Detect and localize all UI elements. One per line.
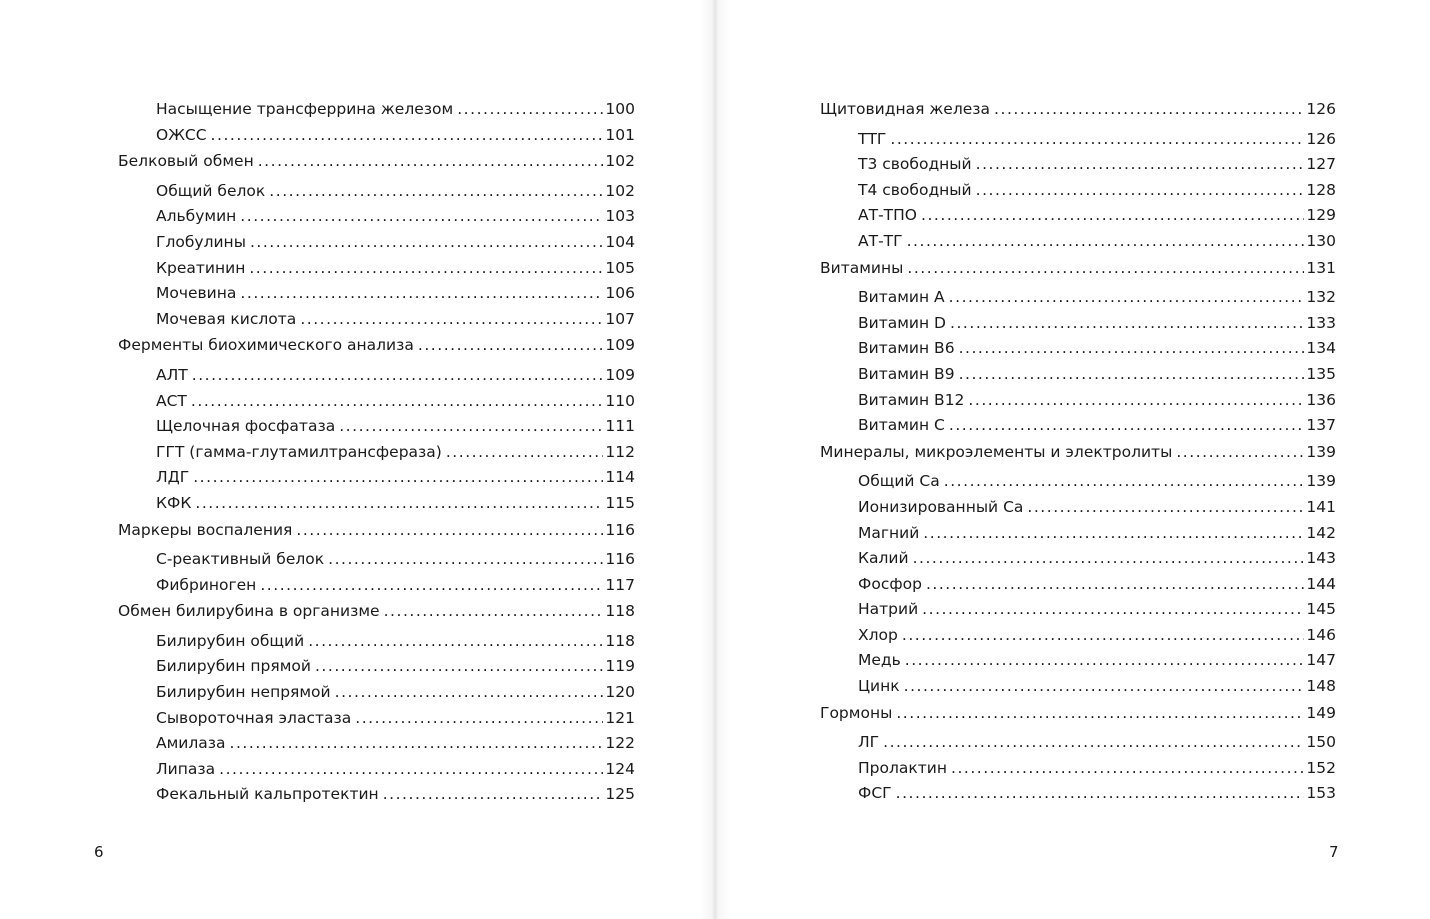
toc-section-entry: [820, 97, 1336, 123]
toc-entry-label: Пролактин: [858, 758, 947, 777]
toc-entry-page: 145: [1306, 600, 1336, 619]
toc-entry-label: Магний: [858, 523, 920, 542]
dot-leader: [904, 674, 1305, 700]
toc-entry-label: КФК: [156, 493, 192, 512]
toc-entry-label: Минералы, микроэлементы и электролиты: [820, 442, 1173, 461]
toc-entry-label: Общий Са: [858, 472, 940, 491]
toc-entry-label: Т4 свободный: [858, 180, 972, 199]
toc-entry-page: 102: [605, 181, 635, 200]
toc-entry-label: Белковый обмен: [118, 152, 254, 171]
toc-entry-page: 101: [605, 125, 635, 144]
toc-subentry: [820, 623, 1336, 649]
toc-entry-label: Липаза: [156, 759, 216, 778]
dot-leader: [976, 178, 1305, 204]
toc-entry-page: 114: [605, 468, 635, 487]
toc-subentry: [118, 389, 635, 415]
toc-subentry: [820, 469, 1336, 495]
toc-entry-label: Медь: [858, 651, 901, 670]
toc-entry-label: Щитовидная железа: [820, 100, 991, 118]
toc-entry-label: Хлор: [858, 625, 898, 644]
toc-subentry: [118, 629, 635, 655]
dot-leader: [269, 179, 603, 205]
toc-entry-page: 146: [1306, 625, 1336, 644]
dot-leader: [913, 546, 1305, 572]
toc-subentry: [118, 680, 635, 706]
dot-leader: [328, 547, 603, 573]
dot-leader: [922, 597, 1304, 623]
toc-entry-page: 116: [605, 550, 635, 569]
toc-entry-label: ГГТ (гамма-глутамилтрансфераза): [156, 442, 442, 461]
dot-leader: [959, 362, 1305, 388]
dot-leader: [883, 730, 1304, 756]
toc-subentry: [118, 731, 635, 757]
toc-entry-page: 120: [605, 683, 635, 702]
dot-leader: [446, 440, 604, 466]
toc-list-right: [820, 97, 1336, 807]
toc-entry-page: 110: [605, 391, 635, 410]
dot-leader: [1176, 440, 1304, 466]
toc-subentry: [820, 572, 1336, 598]
toc-entry-page: 118: [605, 631, 635, 650]
toc-subentry: [820, 127, 1336, 153]
toc-subentry: [118, 706, 635, 732]
dot-leader: [335, 680, 604, 706]
dot-leader: [1027, 495, 1304, 521]
toc-subentry: [820, 336, 1336, 362]
toc-subentry: [820, 756, 1336, 782]
toc-entry-label: Витамин С: [858, 416, 945, 435]
dot-leader: [926, 572, 1304, 598]
toc-entry-label: Креатинин: [156, 258, 246, 277]
toc-subentry: [820, 730, 1336, 756]
toc-entry-label: ОЖСС: [156, 125, 207, 144]
right-page: [714, 0, 1430, 919]
toc-entry-label: ЛДГ: [156, 468, 190, 487]
toc-subentry: [820, 152, 1336, 178]
dot-leader: [230, 731, 604, 757]
dot-leader: [296, 518, 603, 544]
dot-leader: [193, 465, 603, 491]
dot-leader: [959, 336, 1305, 362]
toc-entry-label: Мочевая кислота: [156, 309, 297, 328]
toc-entry-label: Альбумин: [156, 207, 237, 226]
dot-leader: [315, 654, 603, 680]
toc-entry-page: 126: [1306, 100, 1336, 118]
toc-entry-label: Витамины: [820, 258, 904, 277]
toc-entry-page: 149: [1306, 703, 1336, 722]
dot-leader: [211, 123, 604, 149]
dot-leader: [902, 623, 1305, 649]
toc-entry-label: Витамин В9: [858, 364, 955, 383]
toc-entry-label: Щелочная фосфатаза: [156, 417, 336, 436]
toc-entry-page: 133: [1306, 313, 1336, 332]
toc-entry-label: АСТ: [156, 391, 187, 410]
dot-leader: [300, 307, 603, 333]
toc-entry-label: АЛТ: [156, 365, 188, 384]
dot-leader: [191, 389, 604, 415]
toc-subentry: [820, 648, 1336, 674]
toc-entry-label: Гормоны: [820, 703, 893, 722]
toc-subentry: [820, 311, 1336, 337]
toc-section-entry: [820, 701, 1336, 727]
toc-subentry: [118, 204, 635, 230]
toc-entry-label: Насыщение трансферрина железом: [156, 100, 454, 118]
toc-entry-page: 116: [605, 520, 635, 539]
toc-entry-label: Калий: [858, 549, 909, 568]
toc-entry-label: Билирубин непрямой: [156, 683, 331, 702]
toc-entry-page: 130: [1306, 231, 1336, 250]
toc-entry-label: Обмен билирубина в организме: [118, 602, 380, 621]
toc-entry-page: 153: [1306, 784, 1336, 803]
toc-subentry: [820, 229, 1336, 255]
dot-leader: [896, 701, 1304, 727]
toc-entry-label: АТ-ТПО: [858, 206, 917, 225]
dot-leader: [240, 204, 603, 230]
toc-subentry: [118, 281, 635, 307]
toc-subentry: [118, 440, 635, 466]
toc-subentry: [118, 547, 635, 573]
toc-entry-label: Витамин В12: [858, 390, 965, 409]
dot-leader: [949, 285, 1305, 311]
toc-section-entry: [118, 333, 635, 359]
dot-leader: [250, 230, 603, 256]
toc-entry-page: 100: [605, 100, 635, 118]
toc-entry-page: 115: [605, 493, 635, 512]
toc-subentry: [118, 97, 635, 123]
dot-leader: [195, 491, 603, 517]
toc-subentry: [820, 521, 1336, 547]
toc-entry-page: 118: [605, 602, 635, 621]
toc-entry-page: 122: [605, 734, 635, 753]
toc-subentry: [820, 388, 1336, 414]
toc-subentry: [118, 654, 635, 680]
toc-list-left: [118, 97, 635, 808]
dot-leader: [923, 521, 1304, 547]
dot-leader: [950, 311, 1304, 337]
toc-entry-page: 148: [1306, 677, 1336, 696]
dot-leader: [907, 229, 1305, 255]
toc-entry-label: Натрий: [858, 600, 919, 619]
toc-entry-page: 104: [605, 232, 635, 251]
page-number: 6: [94, 843, 104, 861]
dot-leader: [418, 333, 604, 359]
toc-subentry: [820, 203, 1336, 229]
toc-entry-label: Амилаза: [156, 734, 226, 753]
dot-leader: [907, 256, 1304, 282]
toc-subentry: [118, 465, 635, 491]
toc-subentry: [820, 674, 1336, 700]
dot-leader: [457, 97, 603, 123]
toc-subentry: [118, 757, 635, 783]
toc-subentry: [820, 285, 1336, 311]
toc-entry-page: 144: [1306, 574, 1336, 593]
toc-entry-page: 107: [605, 309, 635, 328]
toc-entry-page: 103: [605, 207, 635, 226]
toc-entry-label: Витамин D: [858, 313, 946, 332]
toc-subentry: [118, 573, 635, 599]
toc-entry-page: 125: [605, 785, 635, 804]
dot-leader: [890, 127, 1304, 153]
toc-subentry: [118, 123, 635, 149]
toc-subentry: [118, 414, 635, 440]
dot-leader: [308, 629, 603, 655]
dot-leader: [258, 149, 604, 175]
toc-entry-label: Ионизированный Са: [858, 497, 1024, 516]
dot-leader: [896, 781, 1305, 807]
dot-leader: [905, 648, 1305, 674]
toc-entry-page: 112: [605, 442, 635, 461]
toc-entry-label: Фибриноген: [156, 575, 257, 594]
toc-entry-page: 135: [1306, 364, 1336, 383]
toc-entry-label: Фосфор: [858, 574, 922, 593]
toc-entry-label: Сывороточная эластаза: [156, 708, 352, 727]
dot-leader: [355, 706, 603, 732]
toc-subentry: [820, 362, 1336, 388]
toc-entry-label: Витамин А: [858, 288, 945, 307]
left-page: [0, 0, 714, 919]
toc-entry-page: 141: [1306, 497, 1336, 516]
dot-leader: [219, 757, 603, 783]
toc-subentry: [118, 307, 635, 333]
toc-subentry: [820, 597, 1336, 623]
toc-entry-label: Т3 свободный: [858, 155, 972, 174]
toc-section-entry: [820, 440, 1336, 466]
toc-entry-page: 106: [605, 284, 635, 303]
toc-section-entry: [118, 149, 635, 175]
dot-leader: [951, 756, 1304, 782]
toc-entry-page: 128: [1306, 180, 1336, 199]
toc-subentry: [118, 230, 635, 256]
toc-entry-page: 142: [1306, 523, 1336, 542]
toc-entry-label: ЛГ: [858, 733, 880, 752]
toc-entry-label: Билирубин прямой: [156, 657, 311, 676]
toc-entry-label: Глобулины: [156, 232, 246, 251]
toc-entry-label: ТТГ: [858, 129, 887, 148]
toc-subentry: [118, 782, 635, 808]
dot-leader: [921, 203, 1304, 229]
toc-entry-page: 134: [1306, 339, 1336, 358]
toc-entry-page: 121: [605, 708, 635, 727]
dot-leader: [384, 599, 604, 625]
toc-entry-label: АТ-ТГ: [858, 231, 903, 250]
dot-leader: [949, 413, 1305, 439]
toc-subentry: [820, 546, 1336, 572]
toc-subentry: [820, 413, 1336, 439]
toc-subentry: [118, 491, 635, 517]
toc-entry-page: 139: [1306, 472, 1336, 491]
toc-entry-page: 124: [605, 759, 635, 778]
toc-entry-page: 131: [1306, 258, 1336, 277]
toc-entry-page: 129: [1306, 206, 1336, 225]
toc-entry-page: 139: [1306, 442, 1336, 461]
toc-entry-page: 109: [605, 365, 635, 384]
toc-entry-label: Витамин В6: [858, 339, 955, 358]
toc-subentry: [820, 178, 1336, 204]
toc-entry-label: Цинк: [858, 677, 900, 696]
toc-entry-page: 132: [1306, 288, 1336, 307]
toc-subentry: [820, 781, 1336, 807]
toc-section-entry: [118, 518, 635, 544]
toc-entry-page: 143: [1306, 549, 1336, 568]
toc-entry-label: Билирубин общий: [156, 631, 305, 650]
dot-leader: [240, 281, 603, 307]
toc-entry-page: 105: [605, 258, 635, 277]
dot-leader: [383, 782, 604, 808]
page-number: 7: [1329, 843, 1339, 861]
toc-entry-label: Общий белок: [156, 181, 266, 200]
dot-leader: [976, 152, 1305, 178]
toc-entry-page: 137: [1306, 416, 1336, 435]
toc-entry-page: 136: [1306, 390, 1336, 409]
dot-leader: [260, 573, 603, 599]
toc-entry-page: 147: [1306, 651, 1336, 670]
toc-entry-page: 127: [1306, 155, 1336, 174]
toc-entry-page: 117: [605, 575, 635, 594]
toc-entry-page: 111: [605, 417, 635, 436]
toc-entry-label: Маркеры воспаления: [118, 520, 293, 539]
toc-entry-page: 109: [605, 336, 635, 355]
toc-entry-page: 119: [605, 657, 635, 676]
dot-leader: [944, 469, 1305, 495]
toc-entry-page: 152: [1306, 758, 1336, 777]
dot-leader: [339, 414, 603, 440]
toc-section-entry: [118, 599, 635, 625]
toc-entry-label: С-реактивный белок: [156, 550, 325, 569]
toc-entry-page: 126: [1306, 129, 1336, 148]
dot-leader: [192, 363, 604, 389]
toc-subentry: [118, 363, 635, 389]
toc-entry-label: Ферменты биохимического анализа: [118, 336, 414, 355]
toc-section-entry: [820, 256, 1336, 282]
toc-entry-label: Фекальный кальпротектин: [156, 785, 379, 804]
dot-leader: [249, 256, 603, 282]
dot-leader: [994, 97, 1304, 123]
dot-leader: [968, 388, 1304, 414]
toc-subentry: [118, 256, 635, 282]
toc-subentry: [820, 495, 1336, 521]
toc-entry-page: 150: [1306, 733, 1336, 752]
toc-subentry: [118, 179, 635, 205]
toc-entry-label: ФСГ: [858, 784, 892, 803]
toc-entry-label: Мочевина: [156, 284, 237, 303]
toc-entry-page: 102: [605, 152, 635, 171]
